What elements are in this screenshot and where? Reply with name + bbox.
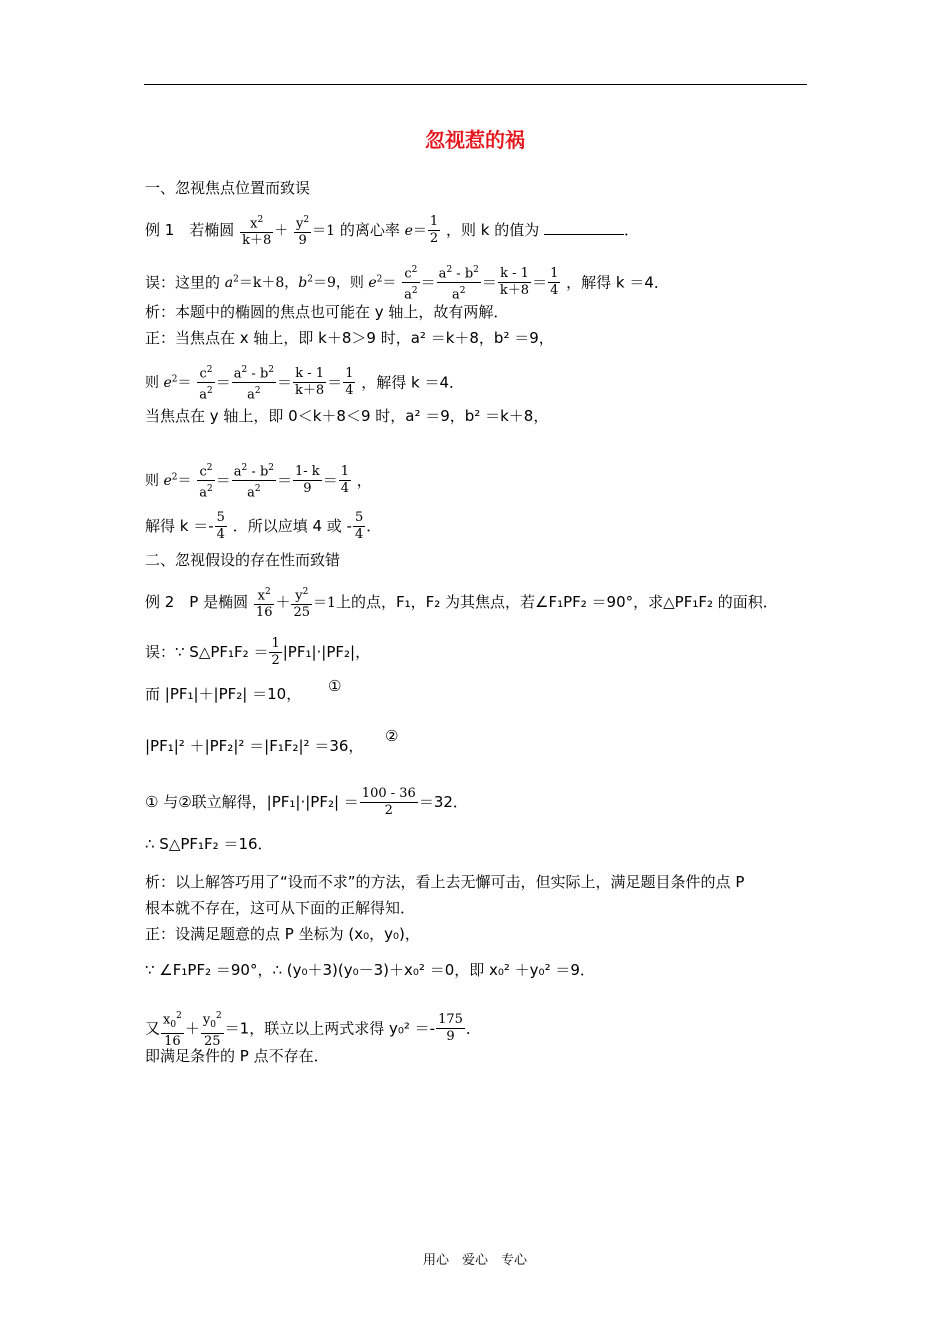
correct-2: 正：设满足题意的点 P 坐标为 (x₀，y₀)，: [145, 925, 420, 943]
ex1-frac-y: $\frac{y^2}{9}$: [294, 212, 311, 249]
marker-1: ①: [328, 677, 342, 695]
then2-suffix: ，: [356, 471, 372, 490]
answer-blank[interactable]: [544, 220, 624, 235]
equation-2: |PF₁|² ＋|PF₂|² ＝|F₁F₂|² ＝36，: [145, 737, 364, 755]
since-line: ∵ ∠F₁PF₂ ＝90°，∴ (y₀＋3)(y₀－3)＋x₀² ＝0，即 x₀² ＋y₀² ＝9．: [145, 961, 595, 979]
wrong1-prefix: 误：这里的: [145, 273, 221, 292]
case-y-axis: 当焦点在 y 轴上，即 0＜k＋8＜9 时，a² ＝9，b² ＝k＋8，: [145, 407, 549, 425]
ex1-frac-x: $\frac{x^2}{k+8}$: [240, 212, 273, 249]
analysis-2-line-2: 根本就不存在，这可从下面的正解得知．: [145, 899, 416, 917]
correct-1: 正：当焦点在 x 轴上，即 k＋8＞9 时，a² ＝k＋8，b² ＝9，: [145, 329, 554, 347]
ex2-suffix: 上的点，F₁，F₂ 为其焦点，若∠F₁PF₂ ＝90°，求△PF₁F₂ 的面积．: [335, 593, 778, 612]
ex2-prefix: 例 2 P 是椭圆: [145, 593, 249, 612]
marker-2: ②: [385, 727, 399, 745]
combine: ① 与②联立解得，|PF₁|·|PF₂| ＝ $\frac{100 - 36}{2}$ ＝32．: [145, 786, 468, 818]
combine-prefix: ① 与②联立解得，|PF₁|·|PF₂| ＝: [145, 793, 359, 811]
therefore: ∴ S△PF₁F₂ ＝16．: [145, 835, 273, 853]
ex1-frac-e: $\frac{1}{2}$: [429, 214, 439, 247]
wrong2-suffix: |PF₁|·|PF₂|，: [282, 643, 371, 661]
wrong-2: 误：∵ S△PF₁F₂ ＝ $\frac{1}{2}$ |PF₁|·|PF₂|，: [145, 636, 371, 668]
example-1: 例 1 若椭圆 $\frac{x^2}{k+8}$ ＋ $\frac{y^2}{9}$ ＝1 的离心率 e＝ $\frac{1}{2}$ ，则 k 的值为 ．: [145, 212, 639, 249]
page-title: 忽视惹的祸: [425, 128, 525, 152]
ex1-prefix: 例 1 若椭圆: [145, 221, 235, 240]
analysis-1: 析：本题中的椭圆的焦点也可能在 y 轴上，故有两解．: [145, 303, 509, 321]
wrong2-prefix: 误：∵ S△PF₁F₂ ＝: [145, 643, 269, 661]
wrong-1: 误：这里的 $a^2=k+8$，$b^2=9$，则 $e^2=$ $\frac{c^2}{a^2}$ ＝ $\frac{a^2 - b^2}{a^2}$ ＝ $\frac{k - 1}{k+8}$ ＝ $\frac{1}{4}$ ，解得 k ＝4．: [145, 262, 669, 304]
analysis-2-line-1: 析：以上解答巧用了“设而不求”的方法，看上去无懈可击，但实际上，满足题目条件的点 P: [145, 873, 745, 891]
equation-1: 而 |PF₁|＋|PF₂| ＝10，: [145, 685, 302, 703]
also-line: 又 $\frac{x_0^2}{16}$ ＋ $\frac{y_0^2}{25}$ ＝1，联立以上两式求得 y₀² ＝- $\frac{175}{9}$ ．: [145, 1008, 481, 1050]
footer: 用心 爱心 专心: [422, 1253, 527, 1268]
section-2-heading: 二、忽视假设的存在性而致错: [145, 551, 341, 569]
also-mid: ＝1，联立以上两式求得 y₀² ＝-: [224, 1019, 436, 1038]
solve-suffix: ．所以应填 4 或 -: [232, 517, 352, 535]
section-1-heading: 一、忽视焦点位置而致误: [145, 179, 311, 197]
example-2: 例 2 P 是椭圆 $\frac{x^2}{16}$ ＋ $\frac{y^2}{25}$ ＝1上的点，F₁，F₂ 为其焦点，若∠F₁PF₂ ＝90°，求△PF₁F₂ 的面积．: [145, 584, 778, 621]
solve-prefix: 解得 k ＝-: [145, 517, 214, 535]
also-suffix: ．: [465, 1019, 481, 1038]
conclusion: 即满足条件的 P 点不存在．: [145, 1047, 329, 1065]
then1-suffix: ，解得 k ＝4．: [361, 373, 465, 392]
ex1-mid: 的离心率: [339, 221, 400, 240]
header-rule: [144, 84, 807, 85]
combine-suffix: ＝32．: [418, 793, 468, 811]
then-1: 则 $e^2=$ $\frac{c^2}{a^2}$ ＝ $\frac{a^2 - b^2}{a^2}$ ＝ $\frac{k - 1}{k+8}$ ＝ $\frac{1}{4}$ ，解得 k ＝4．: [145, 362, 464, 404]
solve-1: 解得 k ＝- $\frac{5}{4}$ ．所以应填 4 或 - $\frac{5}{4}$ ．: [145, 510, 382, 542]
wrong1-suffix: ，解得 k ＝4．: [566, 273, 669, 292]
also-prefix: 又: [145, 1019, 161, 1038]
then-2: 则 $e^2=$ $\frac{c^2}{a^2}$ ＝ $\frac{a^2 - b^2}{a^2}$ ＝ $\frac{1- k}{9}$ ＝ $\frac{1}{4}$ ，: [145, 460, 372, 502]
ex1-suffix: ，则 k 的值为: [445, 221, 540, 240]
